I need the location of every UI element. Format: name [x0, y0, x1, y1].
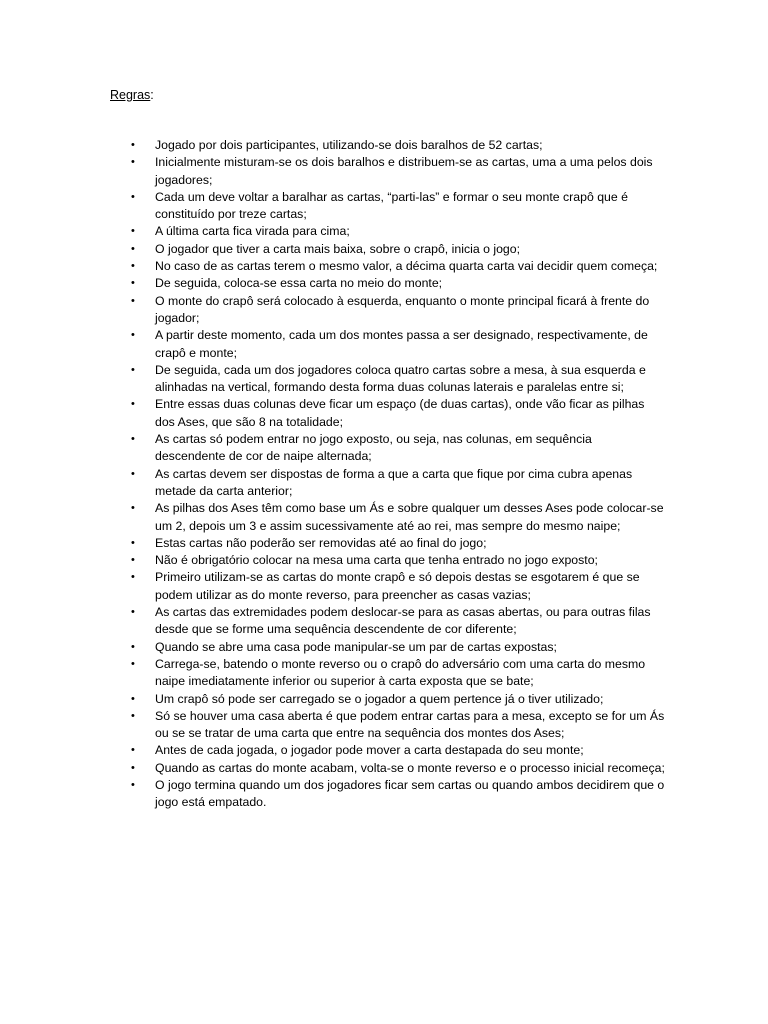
rule-list-item — [0, 223, 665, 240]
rule-list-item — [0, 552, 665, 569]
bullet-icon: • — [131, 606, 135, 619]
rule-list-item — [0, 154, 665, 189]
rule-list-item — [0, 639, 665, 656]
rule-text: No caso de as cartas terem o mesmo valor, a décima quarta carta vai decidir quem começa; — [155, 259, 658, 274]
bullet-icon: • — [131, 467, 135, 480]
rule-text: Quando se abre uma casa pode manipular-se um par de cartas expostas; — [155, 639, 557, 654]
bullet-icon: • — [131, 139, 135, 151]
bullet-icon: • — [131, 640, 135, 653]
bullet-icon: • — [131, 778, 135, 791]
rule-list-item — [0, 466, 665, 501]
rule-text: O monte do crapô será colocado à esquerda, enquanto o monte principal ficará à frente do jogador; — [155, 293, 650, 325]
rule-text: Um crapô só pode ser carregado se o jogador a quem pertence já o tiver utilizado; — [155, 691, 604, 706]
rule-list-item — [0, 742, 665, 759]
rule-list-item — [0, 189, 665, 224]
rule-text: Jogado por dois participantes, utilizando-se dois baralhos de 52 cartas; — [155, 138, 543, 152]
rule-text: O jogo termina quando um dos jogadores ficar sem cartas ou quando ambos decidirem que o jogo está empatado. — [155, 777, 665, 810]
rule-list-item — [0, 604, 665, 639]
rule-text: Carrega-se, batendo o monte reverso ou o crapô do adversário com uma carta do mesmo naipe imediatamente inferior ou superior à carta exposta que se bate; — [155, 656, 646, 689]
bullet-icon: • — [131, 692, 135, 705]
rule-list-item — [0, 708, 665, 743]
rule-list-item — [0, 777, 665, 812]
rule-text: As cartas das extremidades podem deslocar-se para as casas abertas, ou para outras filas desde que se forme uma sequência descendente de cor diferente; — [155, 605, 651, 637]
bullet-icon: • — [131, 242, 135, 255]
rule-text: As cartas só podem entrar no jogo exposto, ou seja, nas colunas, em sequência descendente de cor de naipe alternada; — [155, 432, 592, 464]
bullet-icon: • — [131, 744, 135, 757]
bullet-icon: • — [131, 398, 135, 411]
rule-list-item — [0, 137, 665, 154]
rule-text: A partir deste momento, cada um dos montes passa a ser designado, respectivamente, de crapô e monte; — [155, 328, 648, 360]
rules-list — [0, 137, 768, 812]
rule-text: A última carta fica virada para cima; — [155, 224, 350, 239]
rule-list-item — [0, 500, 665, 535]
rule-text: Antes de cada jogada, o jogador pode mover a carta destapada do seu monte; — [155, 743, 584, 758]
bullet-icon: • — [131, 657, 135, 670]
bullet-icon: • — [131, 433, 135, 446]
heading-title: Regras — [110, 88, 151, 102]
rule-text: Inicialmente misturam-se os dois baralhos e distribuem-se as cartas, uma a uma pelos dois jogadores; — [155, 155, 653, 187]
bullet-icon: • — [131, 294, 135, 307]
rule-text: Estas cartas não poderão ser removidas até ao final do jogo; — [155, 535, 487, 550]
rule-list-item — [0, 327, 665, 362]
bullet-icon: • — [131, 709, 135, 722]
rule-list-item — [0, 258, 665, 275]
rule-text: As pilhas dos Ases têm como base um Ás e sobre qualquer um desses Ases pode colocar-se um 2, depois um 3 e assim sucessivamente até ao rei, mas sempre do mesmo naipe; — [155, 501, 664, 533]
bullet-icon: • — [131, 190, 135, 203]
bullet-icon: • — [131, 329, 135, 342]
bullet-icon: • — [131, 363, 135, 376]
page-heading — [110, 87, 154, 103]
rule-text: As cartas devem ser dispostas de forma a que a carta que fique por cima cubra apenas metade da carta anterior; — [155, 466, 633, 498]
rule-text: O jogador que tiver a carta mais baixa, sobre o crapô, inicia o jogo; — [155, 241, 521, 256]
bullet-icon: • — [131, 502, 135, 515]
rule-list-item — [0, 241, 665, 258]
rule-list-item — [0, 293, 665, 328]
bullet-icon: • — [131, 156, 135, 169]
rule-list-item — [0, 691, 665, 708]
rule-list-item — [0, 569, 665, 604]
bullet-icon: • — [131, 536, 135, 549]
bullet-icon: • — [131, 260, 135, 273]
rule-list-item — [0, 362, 665, 397]
rule-text: Entre essas duas colunas deve ficar um espaço (de duas cartas), onde vão ficar as pilhas dos Ases, que são 8 na totalidade; — [155, 397, 645, 429]
rule-list-item — [0, 656, 665, 691]
rule-text: Não é obrigatório colocar na mesa uma carta que tenha entrado no jogo exposto; — [155, 553, 598, 568]
bullet-icon: • — [131, 277, 135, 290]
rule-list-item — [0, 760, 665, 777]
rule-list-item — [0, 431, 665, 466]
rule-list-item — [0, 535, 665, 552]
rule-text: Primeiro utilizam-se as cartas do monte crapô e só depois destas se esgotarem é que se podem utilizar as do monte reverso, para preencher as casas vazias; — [155, 570, 640, 602]
heading-suffix: : — [150, 88, 154, 102]
rule-text: Só se houver uma casa aberta é que podem entrar cartas para a mesa, excepto se for um Ás ou se se tratar de uma carta que entre na sequência dos montes dos Ases; — [155, 708, 665, 741]
bullet-icon: • — [131, 225, 135, 238]
rule-text: De seguida, coloca-se essa carta no meio do monte; — [155, 276, 443, 291]
bullet-icon: • — [131, 571, 135, 584]
rule-list-item — [0, 396, 665, 431]
rule-text: De seguida, cada um dos jogadores coloca quatro cartas sobre a mesa, à sua esquerda e alinhadas na vertical, formando desta forma duas colunas laterais e paralelas entre si; — [155, 362, 646, 395]
bullet-icon: • — [131, 761, 135, 774]
rule-text: Quando as cartas do monte acabam, volta-se o monte reverso e o processo inicial recomeça; — [155, 760, 665, 775]
rule-text: Cada um deve voltar a baralhar as cartas, “parti-las” e formar o seu monte crapô que é constituído por treze cartas; — [155, 189, 628, 222]
bullet-icon: • — [131, 554, 135, 567]
rule-list-item — [0, 275, 665, 292]
